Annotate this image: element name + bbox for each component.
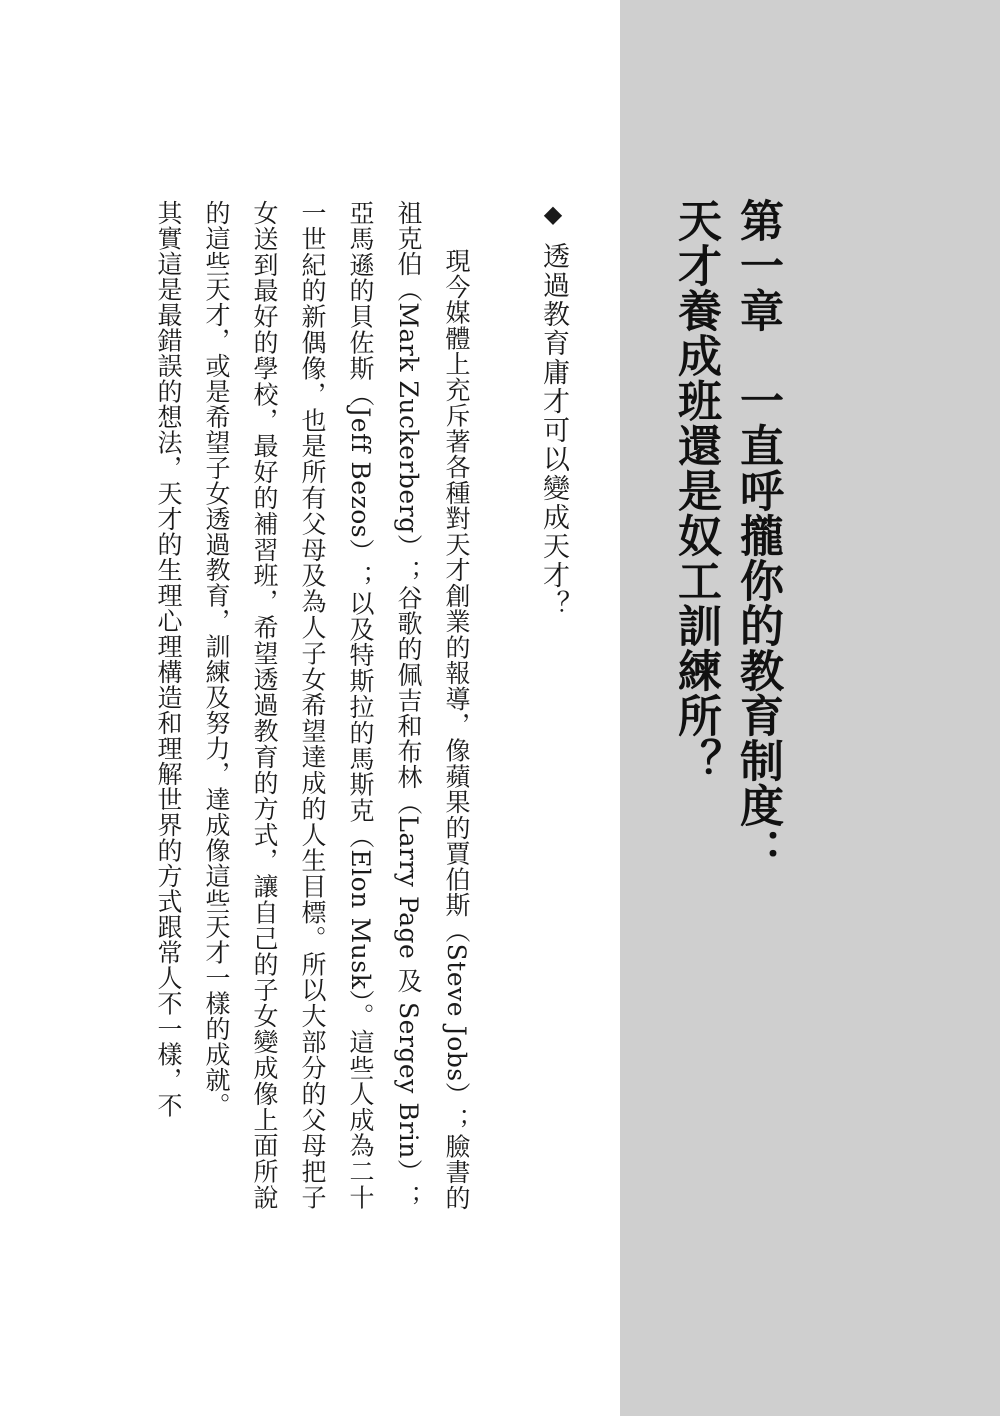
- section-heading: [538, 200, 568, 1210]
- chapter-title-line-2: 天才養成班還是奴工訓練所？: [670, 198, 721, 783]
- body-paragraph-2: 其實這是最錯誤的想法，天才的生理心理構造和理解世界的方式跟常人不一樣，不: [154, 200, 183, 1118]
- chapter-title: [664, 198, 788, 958]
- diamond-bullet-icon: ◆: [539, 200, 567, 230]
- page-body: [144, 200, 568, 1210]
- section-heading-text: 透過教育庸才可以變成天才？: [538, 242, 569, 619]
- body-paragraph-1: 現今媒體上充斥著各種對天才創業的報導，像蘋果的賈伯斯（Steve Jobs）；臉書的祖克伯（Mark Zuckerberg）；谷歌的佩吉和布林（Larry Page 及 Sergey Brin）；亞馬遜的貝佐斯（Jeff Bezos）；以及特斯拉的馬斯克（Elon Musk）。這些人成為二十一世紀的新偶像，也是所有父母及為人子女希望達成的人生目標。所以大部分的父母把子女送到最好的學校，最好的補習班，希望透過教育的方式，讓自己的子女變成像上面所說的這些天才，或是希望子女透過教育，訓練及努力，達成像這些天才一樣的成就。: [202, 200, 471, 1210]
- chapter-sidebar: [620, 0, 1000, 1416]
- chapter-title-line-1: 第一章 一直呼攏你的教育制度：: [732, 198, 783, 873]
